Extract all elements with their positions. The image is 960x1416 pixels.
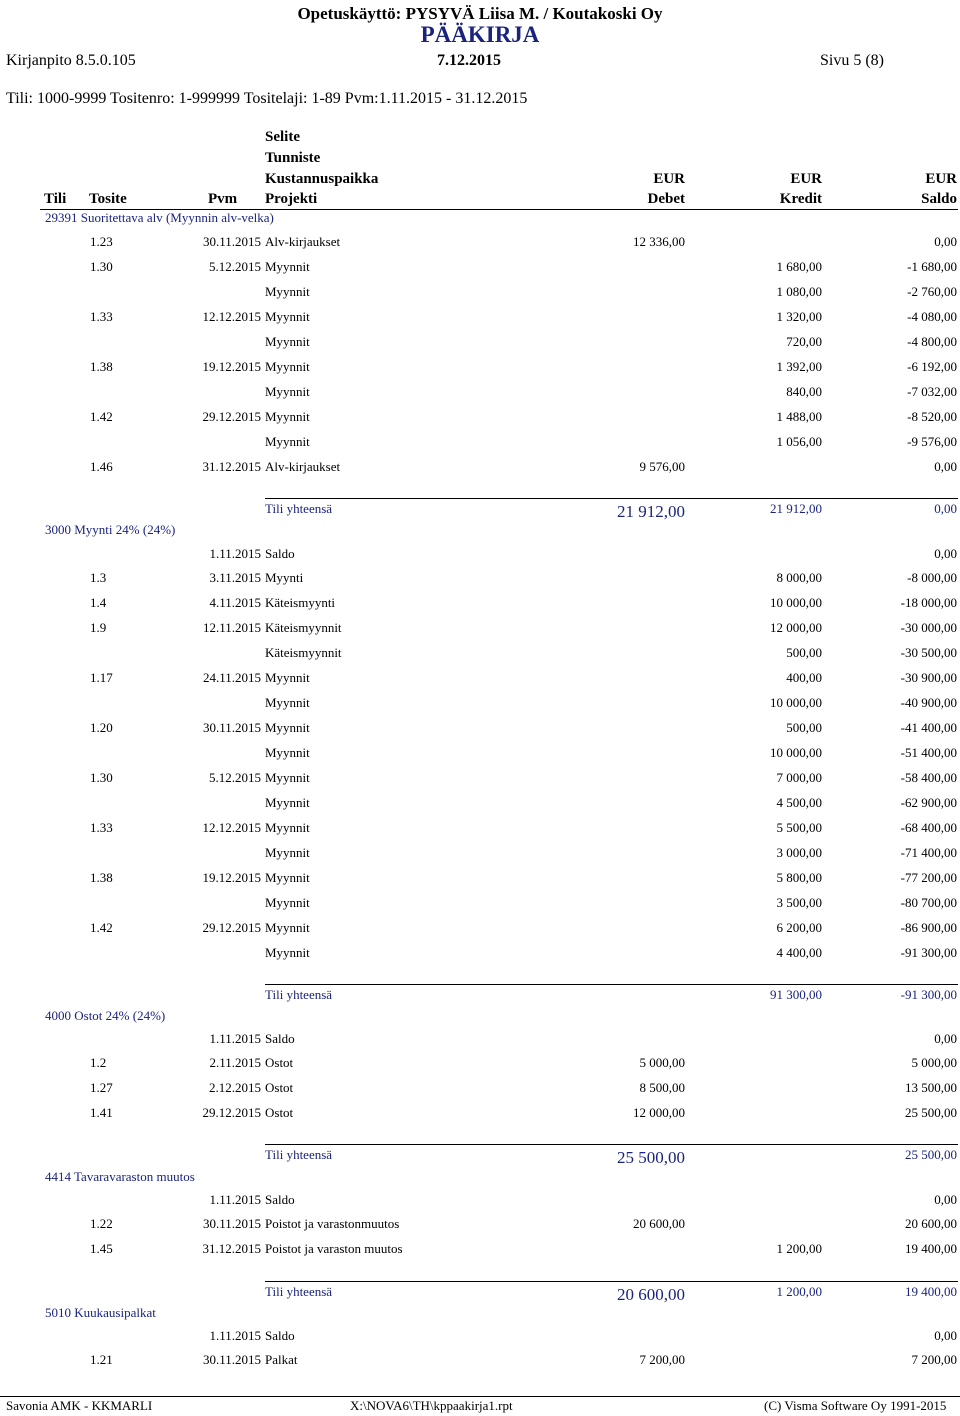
entry-date: 31.12.2015 [202,459,261,474]
col-saldo: Saldo [921,191,957,207]
entry-date: 24.11.2015 [202,670,261,685]
saldo-amount: 0,00 [934,1192,957,1207]
kredit-amount: 10 000,00 [770,745,822,760]
tosite-number: 1.33 [90,309,113,324]
entry-date: 3.11.2015 [209,570,261,585]
entry-description: Myynnit [265,359,310,374]
saldo-amount: -18 000,00 [900,595,957,610]
kredit-amount: 4 500,00 [776,795,822,810]
saldo-amount: -41 400,00 [900,720,957,735]
entry-date: 5.12.2015 [209,770,261,785]
total-saldo: 0,00 [934,501,957,516]
total-label: Tili yhteensä [265,501,333,516]
entry-description: Myynnit [265,434,310,449]
entry-description: Käteismyynnit [265,645,342,660]
total-divider [265,1144,958,1145]
total-divider [265,984,958,985]
entry-description: Myynnit [265,334,310,349]
saldo-amount: -2 760,00 [907,284,957,299]
saldo-amount: 13 500,00 [905,1080,957,1095]
account-heading: 4000 Ostot 24% (24%) [45,1008,166,1023]
kredit-amount: 5 500,00 [776,820,822,835]
entry-description: Myynnit [265,820,310,835]
entry-date: 1.11.2015 [209,1192,261,1207]
tosite-number: 1.42 [90,920,113,935]
kredit-amount: 7 000,00 [776,770,822,785]
kredit-amount: 1 056,00 [776,434,822,449]
entry-description: Myynnit [265,795,310,810]
debet-amount: 20 600,00 [633,1216,685,1231]
col-kustannuspaikka: Kustannuspaikka [265,171,379,187]
entry-description: Poistot ja varastonmuutos [265,1216,400,1231]
debet-amount: 12 000,00 [633,1105,685,1120]
debet-amount: 7 200,00 [639,1352,685,1367]
tosite-number: 1.30 [90,770,113,785]
entry-date: 30.11.2015 [202,1216,261,1231]
saldo-amount: 0,00 [934,234,957,249]
kredit-amount: 12 000,00 [770,620,822,635]
report-date: 7.12.2015 [437,52,501,69]
tosite-number: 1.46 [90,459,113,474]
entry-description: Ostot [265,1080,294,1095]
total-saldo: -91 300,00 [900,987,957,1002]
entry-description: Palkat [265,1352,298,1367]
col-eur-debet: EUR [653,171,685,187]
saldo-amount: 20 600,00 [905,1216,957,1231]
saldo-amount: -7 032,00 [907,384,957,399]
kredit-amount: 400,00 [786,670,822,685]
entry-description: Ostot [265,1055,294,1070]
kredit-amount: 1 488,00 [776,409,822,424]
saldo-amount: -71 400,00 [900,845,957,860]
col-tili: Tili [44,191,67,207]
total-debet: 20 600,00 [617,1285,685,1304]
entry-date: 1.11.2015 [209,1328,261,1343]
account-heading: 29391 Suoritettava alv (Myynnin alv-velka) [45,210,274,225]
kredit-amount: 3 500,00 [776,895,822,910]
col-kredit: Kredit [779,191,822,207]
col-debet: Debet [647,191,685,207]
entry-date: 30.11.2015 [202,720,261,735]
saldo-amount: 0,00 [934,459,957,474]
total-divider [265,498,958,499]
saldo-amount: -1 680,00 [907,259,957,274]
col-eur-saldo: EUR [925,171,957,187]
saldo-amount: -4 800,00 [907,334,957,349]
entry-date: 19.12.2015 [202,359,261,374]
entry-description: Myynnit [265,920,310,935]
kredit-amount: 720,00 [786,334,822,349]
kredit-amount: 500,00 [786,645,822,660]
entry-date: 19.12.2015 [202,870,261,885]
entry-description: Myynnit [265,309,310,324]
tosite-number: 1.20 [90,720,113,735]
tosite-number: 1.38 [90,359,113,374]
entry-description: Poistot ja varaston muutos [265,1241,403,1256]
kredit-amount: 4 400,00 [776,945,822,960]
tosite-number: 1.3 [90,570,107,585]
saldo-amount: -68 400,00 [900,820,957,835]
saldo-amount: -62 900,00 [900,795,957,810]
tosite-number: 1.22 [90,1216,113,1231]
entry-description: Käteismyynnit [265,620,342,635]
total-divider [265,1281,958,1282]
saldo-amount: -86 900,00 [900,920,957,935]
entry-date: 2.11.2015 [209,1055,261,1070]
entry-description: Alv-kirjaukset [265,234,341,249]
entry-description: Myynti [265,570,304,585]
entry-description: Myynnit [265,284,310,299]
entry-description: Myynnit [265,670,310,685]
kredit-amount: 1 680,00 [776,259,822,274]
tosite-number: 1.4 [90,595,107,610]
entry-date: 5.12.2015 [209,259,261,274]
total-debet: 25 500,00 [617,1148,685,1167]
kredit-amount: 10 000,00 [770,695,822,710]
saldo-amount: 25 500,00 [905,1105,957,1120]
entry-description: Saldo [265,1328,295,1343]
col-tosite: Tosite [89,191,127,207]
entry-date: 29.12.2015 [202,920,261,935]
report-user: Opetuskäyttö: PYSYVÄ Liisa M. / Koutakoski Oy [297,4,663,23]
entry-description: Myynnit [265,720,310,735]
entry-description: Myynnit [265,945,310,960]
saldo-amount: -8 520,00 [907,409,957,424]
entry-description: Saldo [265,1192,295,1207]
kredit-amount: 1 080,00 [776,284,822,299]
total-label: Tili yhteensä [265,987,333,1002]
saldo-amount: -51 400,00 [900,745,957,760]
saldo-amount: 19 400,00 [905,1241,957,1256]
kredit-amount: 840,00 [786,384,822,399]
entry-description: Käteismyynti [265,595,336,610]
entry-date: 29.12.2015 [202,1105,261,1120]
debet-amount: 12 336,00 [633,234,685,249]
total-label: Tili yhteensä [265,1147,333,1162]
entry-date: 12.12.2015 [202,820,261,835]
saldo-amount: -30 900,00 [900,670,957,685]
total-kredit: 91 300,00 [770,987,822,1002]
tosite-number: 1.21 [90,1352,113,1367]
account-heading: 3000 Myynti 24% (24%) [45,522,176,537]
entry-description: Myynnit [265,384,310,399]
entry-description: Myynnit [265,745,310,760]
tosite-number: 1.38 [90,870,113,885]
tosite-number: 1.2 [90,1055,107,1070]
saldo-amount: -40 900,00 [900,695,957,710]
col-projekti: Projekti [265,191,318,207]
debet-amount: 8 500,00 [639,1080,685,1095]
footer-left: Savonia AMK - KKMARLI [6,1398,153,1413]
col-eur-kredit: EUR [790,171,822,187]
saldo-amount: -8 000,00 [907,570,957,585]
saldo-amount: -30 500,00 [900,645,957,660]
total-debet: 21 912,00 [617,502,685,521]
entry-description: Saldo [265,546,295,561]
total-kredit: 21 912,00 [770,501,822,516]
debet-amount: 5 000,00 [639,1055,685,1070]
tosite-number: 1.27 [90,1080,113,1095]
entry-description: Myynnit [265,845,310,860]
entry-date: 12.11.2015 [202,620,261,635]
saldo-amount: 0,00 [934,546,957,561]
entry-description: Ostot [265,1105,294,1120]
saldo-amount: -9 576,00 [907,434,957,449]
entry-date: 30.11.2015 [202,234,261,249]
col-tunniste: Tunniste [265,150,321,166]
saldo-amount: 0,00 [934,1328,957,1343]
saldo-amount: -91 300,00 [900,945,957,960]
total-kredit: 1 200,00 [776,1284,822,1299]
saldo-amount: -6 192,00 [907,359,957,374]
app-version: Kirjanpito 8.5.0.105 [6,52,136,69]
report-title: PÄÄKIRJA [420,22,540,47]
saldo-amount: 0,00 [934,1031,957,1046]
saldo-amount: 7 200,00 [911,1352,957,1367]
account-heading: 4414 Tavaravaraston muutos [45,1169,195,1184]
saldo-amount: -58 400,00 [900,770,957,785]
entry-date: 4.11.2015 [209,595,261,610]
tosite-number: 1.41 [90,1105,113,1120]
footer-divider [0,1396,960,1397]
kredit-amount: 8 000,00 [776,570,822,585]
entry-date: 30.11.2015 [202,1352,261,1367]
kredit-amount: 3 000,00 [776,845,822,860]
total-label: Tili yhteensä [265,1284,333,1299]
entry-description: Myynnit [265,259,310,274]
entry-date: 2.12.2015 [209,1080,261,1095]
entry-date: 29.12.2015 [202,409,261,424]
footer-right: (C) Visma Software Oy 1991-2015 [764,1398,947,1413]
saldo-amount: -80 700,00 [900,895,957,910]
account-heading: 5010 Kuukausipalkat [45,1305,156,1320]
entry-description: Myynnit [265,770,310,785]
tosite-number: 1.23 [90,234,113,249]
tosite-number: 1.17 [90,670,113,685]
entry-description: Myynnit [265,895,310,910]
tosite-number: 1.30 [90,259,113,274]
kredit-amount: 1 200,00 [776,1241,822,1256]
entry-description: Myynnit [265,870,310,885]
total-saldo: 25 500,00 [905,1147,957,1162]
tosite-number: 1.33 [90,820,113,835]
tosite-number: 1.9 [90,620,107,635]
entry-description: Saldo [265,1031,295,1046]
entry-date: 31.12.2015 [202,1241,261,1256]
kredit-amount: 5 800,00 [776,870,822,885]
entry-date: 1.11.2015 [209,546,261,561]
tosite-number: 1.42 [90,409,113,424]
entry-description: Myynnit [265,409,310,424]
page-number: Sivu 5 (8) [820,52,884,69]
total-saldo: 19 400,00 [905,1284,957,1299]
saldo-amount: -77 200,00 [900,870,957,885]
entry-date: 1.11.2015 [209,1031,261,1046]
entry-description: Alv-kirjaukset [265,459,341,474]
kredit-amount: 10 000,00 [770,595,822,610]
report-filter: Tili: 1000-9999 Tositenro: 1-999999 Tositelaji: 1-89 Pvm:1.11.2015 - 31.12.2015 [6,90,528,107]
col-pvm: Pvm [208,191,238,207]
col-selite: Selite [265,129,300,145]
kredit-amount: 1 320,00 [776,309,822,324]
kredit-amount: 1 392,00 [776,359,822,374]
debet-amount: 9 576,00 [639,459,685,474]
kredit-amount: 500,00 [786,720,822,735]
entry-date: 12.12.2015 [202,309,261,324]
saldo-amount: 5 000,00 [911,1055,957,1070]
entry-description: Myynnit [265,695,310,710]
footer-center: X:\NOVA6\TH\kppaakirja1.rpt [350,1398,513,1413]
tosite-number: 1.45 [90,1241,113,1256]
saldo-amount: -4 080,00 [907,309,957,324]
kredit-amount: 6 200,00 [776,920,822,935]
saldo-amount: -30 000,00 [900,620,957,635]
